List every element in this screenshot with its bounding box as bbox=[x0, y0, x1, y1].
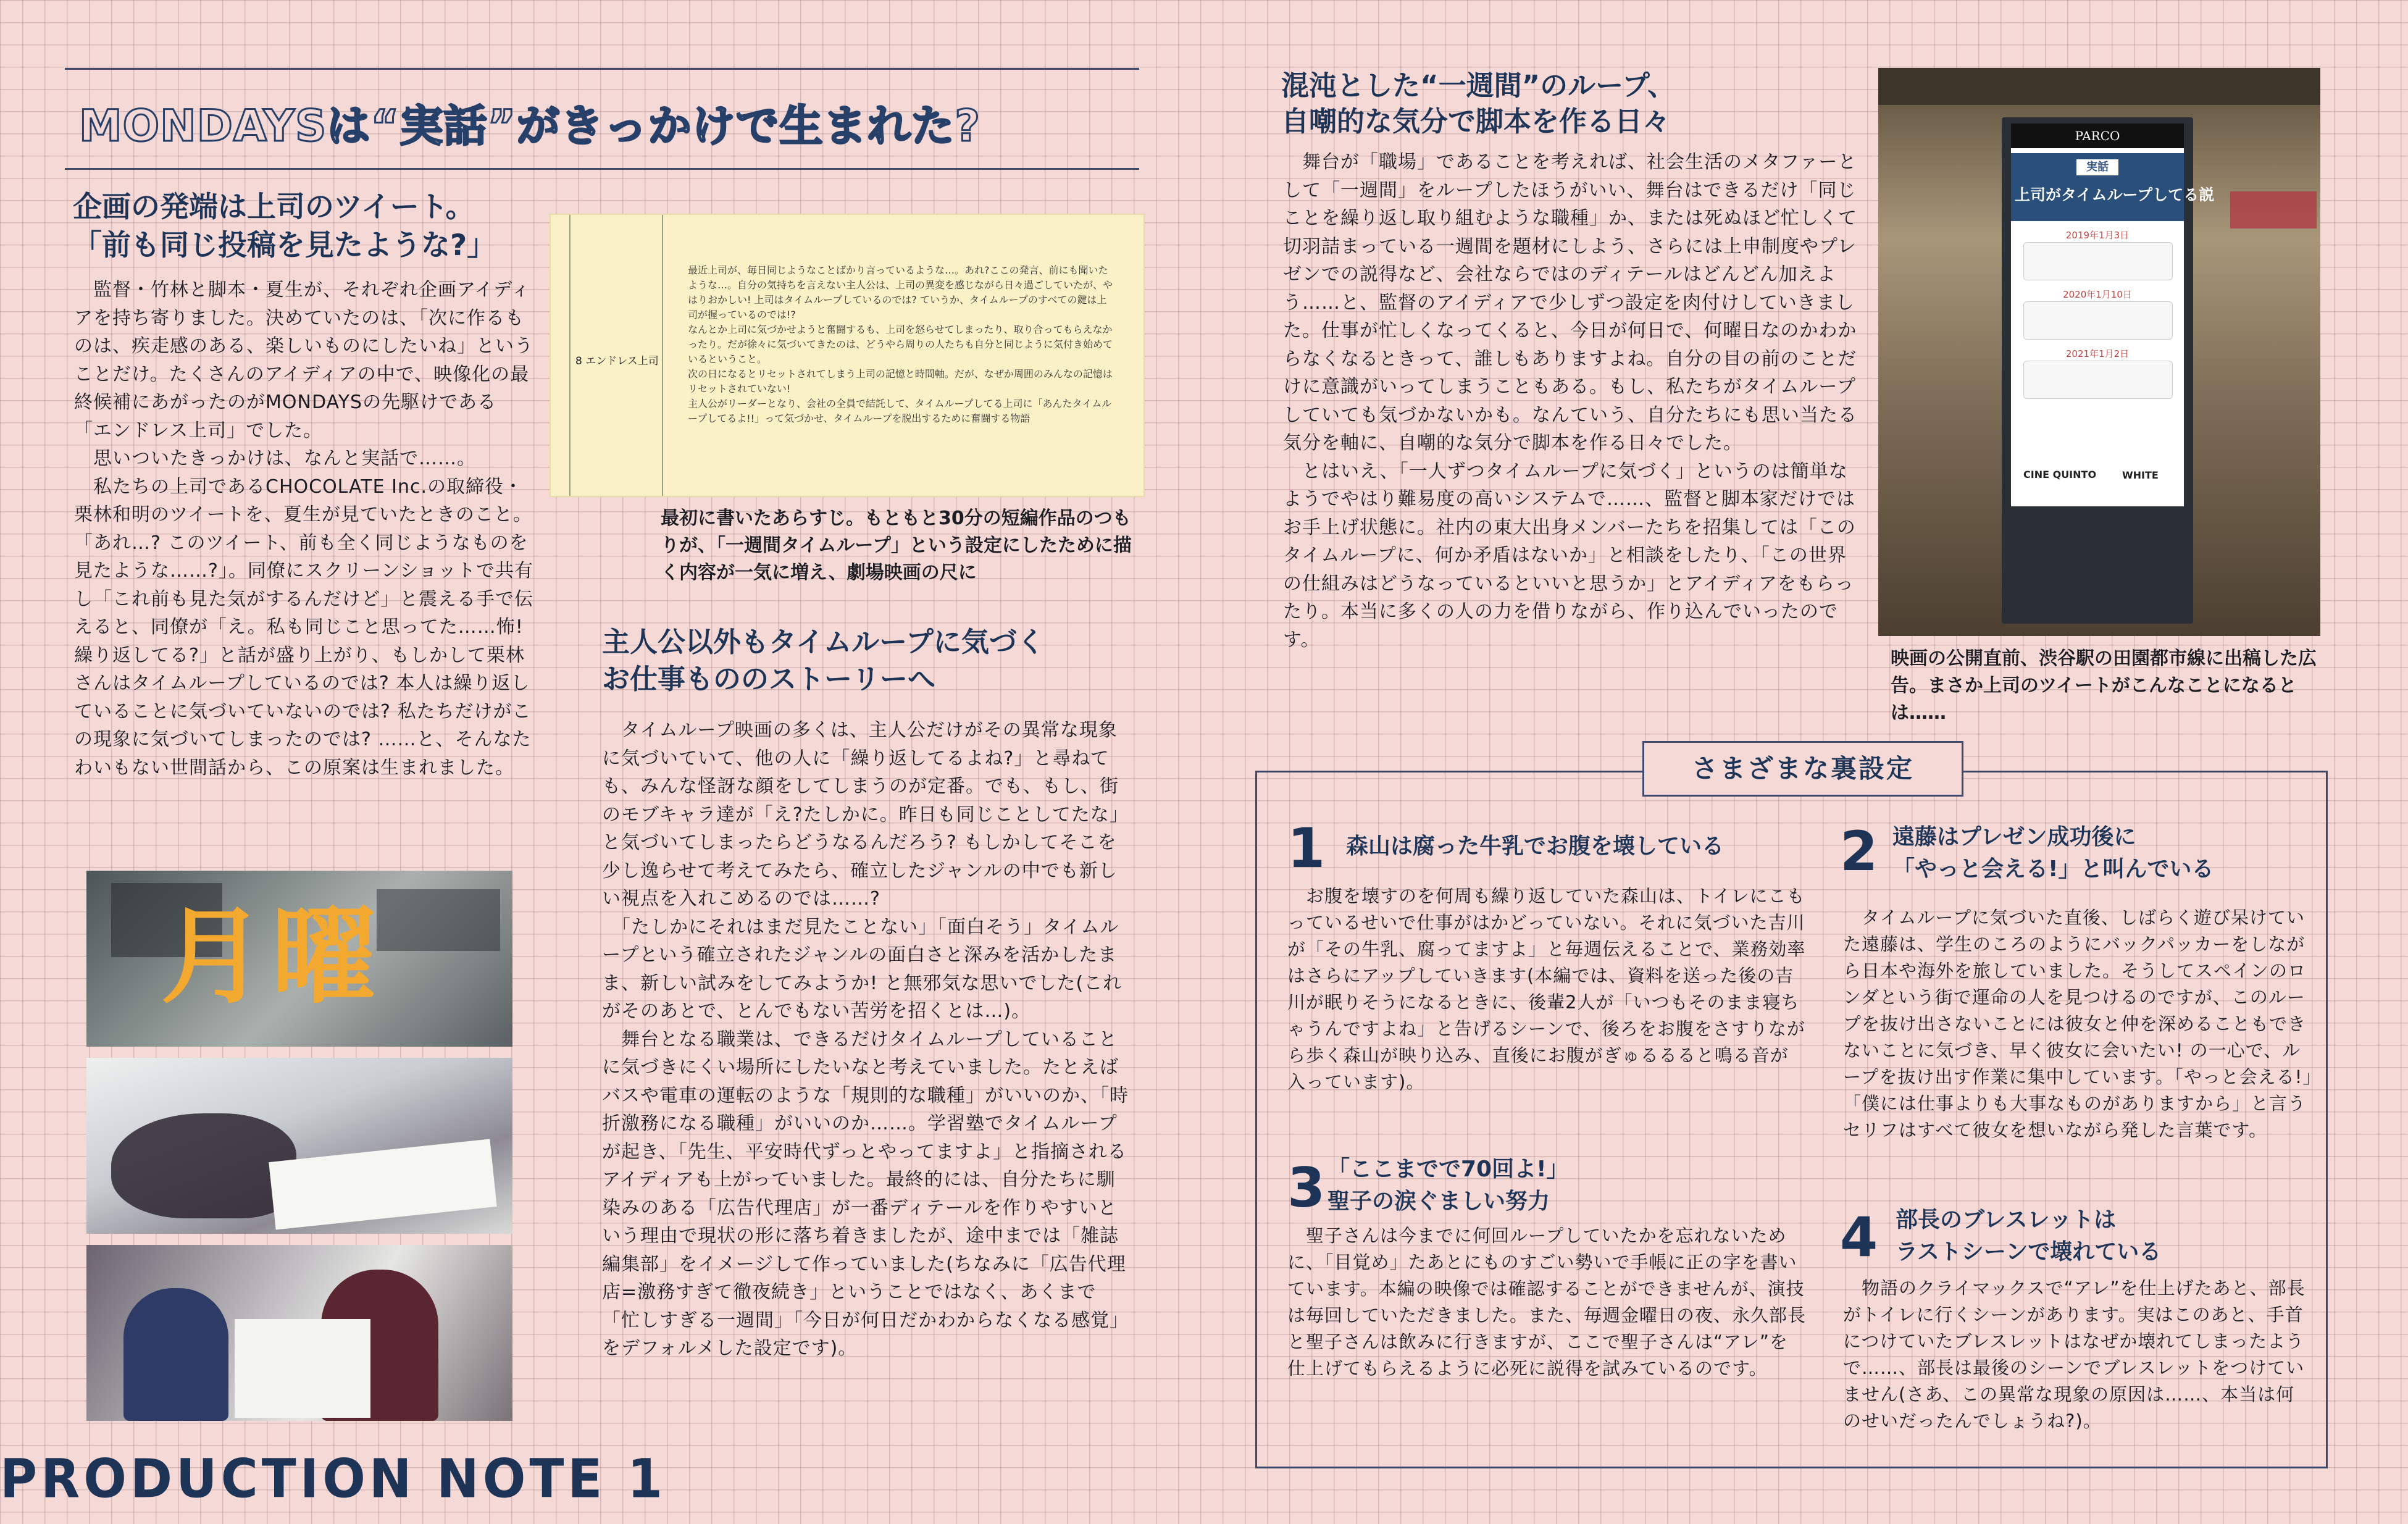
settings-title-box bbox=[1642, 741, 1963, 797]
poster-brand: PARCO bbox=[2011, 124, 2184, 148]
header-bottom-rule bbox=[65, 168, 1139, 170]
office-photo-2 bbox=[86, 1058, 512, 1234]
memo-label: 8 エンドレス上司 bbox=[575, 355, 659, 367]
poster-date: 2021年1月2日 bbox=[2065, 348, 2130, 359]
setting-number: 1 bbox=[1287, 816, 1326, 880]
section3-heading: 混沌とした“一週間”のループ、 自嘲的な気分で脚本を作る日々 bbox=[1281, 69, 1676, 138]
station-photo bbox=[1878, 68, 2320, 636]
memo-rule bbox=[662, 215, 663, 496]
setting-body: タイムループに気づいた直後、しばらく遊び呆けていた遠藤は、学生のころのようにバックパッカーをしながら日本や海外を旅していました。そうしてスペインのロンダという街で運命の人を見つけるのですが、このループを抜け出さないことには彼女と仲を深めることもできないことに気づき、早く彼女に会いたい! の一心で、ループを抜け出す作業に集中しています。「やっと会える!」「僕には仕事よりも大事なものがありますから」と言うセリフはすべて彼女を想いながら発した言葉です。 bbox=[1843, 907, 2312, 1141]
section2-body: タイムループ映画の多くは、主人公だけがその異常な現象に気づいていて、他の人に「繰り返してるよね?」と尋ねても、みんな怪訝な顔をしてしまうのが定番。でも、もし、街のモブキャラ達が「え?たしかに。昨日も同じことしてたな」と気づいてしまったらどうなるんだろう? もしかしてそこを少し逸らせて考えてみたら、確立したジャンルの中でも新しい視点を入れこめるのでは……? 「たしかにそれはまだ見たことない」「面白そう」タイムループという確立されたジャンルの面白さと深みを活かしたまま、新しい試みをしてみようか! と無邪気な思いでした(これがそのあとで、とんでもない苦労を招くとは…)。 舞台となる職業は、できるだけタイムループしていることに気づきにくい場所にしたいなと考えていました。たとえばバスや電車の運転のような「規則的な職種」がいいのか、「時折激務になる職種」がいいのか……。学習塾でタイムループが起き、「先生、平安時代ずっとやってますよ」と指摘されるアイディアも上がっていました。最終的には、自分たちに馴染みのある「広告代理店」が一番ディテールを作りやすいという理由で現状の形に落ち着きましたが、途中までは「雑誌編集部」をイメージして作っていました(ちなみに「広告代理店=激務すぎて徹夜続き」ということではなく、あくまで「忙しすぎる一週間」「今日が何日だかわからなくなる感覚」をデフォルメした設定です)。 bbox=[602, 719, 1129, 1359]
office-photo-3 bbox=[86, 1245, 512, 1421]
setting-heading: 部長のブレスレットは ラストシーンで壊れている bbox=[1896, 1207, 2162, 1265]
setting-body: お腹を壊すのを何周も繰り返していた森山は、トイレにこもっているせいで仕事がはかどっていない。それに気づいた吉川が「その牛乳、腐ってますよ」と毎週伝えることで、業務効率はさらにアップしていきます(本編では、資料を送った後の吉川が眠りそうになるときに、後輩2人が「いつもそのまま寝ちゃうんですよね」と告げるシーンで、後ろをお腹をさすりながら歩く森山が映り込み、直後にお腹がぎゅるるると鳴る音が入っています)。 bbox=[1287, 886, 1806, 1092]
background-sign bbox=[2230, 191, 2317, 228]
setting-number: 3 bbox=[1287, 1156, 1326, 1220]
section3-body: 舞台が「職場」であることを考えれば、社会生活のメタファーとして「一週間」をループしたほうがいい、舞台はできるだけ「同じことを繰り返し取り組むような職種」か、または死ぬほど忙しくて切羽詰まっている一週間を題材にしよう、さらには上申制度やプレゼンでの説得など、会社ならではのディテールはどんどん加えよう……と、監督のアイディアで少しずつ設定を肉付けしていきました。仕事が忙しくなってくると、今日が何日で、何曜日なのかわからなくなるときって、誰しもありますよね。自分の目の前のことだけに意識がいってしまうこともある。もし、私たちがタイムループしていても気づかないかも。なんていう、自分たちにも思い当たる気分を軸に、自嘲的な気分で脚本を作る日々でした。 とはいえ、「一人ずつタイムループに気づく」というのは簡単なようでやはり難易度の高いシステムで……、監督と脚本家だけではお手上げ状態に。社内の東大出身メンバーたちを招集しては「このタイムループに、何か矛盾はないか」と相談をしたり、「この世界の仕組みはどうなっているといいと思うか」とアイディアをもらったり。本当に多くの人の力を借りながら、作り込んでいったのです。 bbox=[1283, 151, 1857, 651]
poster-title: 上司がタイムループしてる説 bbox=[2015, 186, 2215, 204]
poster-tweet bbox=[2023, 301, 2173, 340]
poster-date: 2020年1月10日 bbox=[2063, 289, 2132, 300]
setting-number: 4 bbox=[1840, 1205, 1878, 1269]
poster-tag: 実話 bbox=[2076, 159, 2118, 175]
monitor-shape bbox=[377, 889, 500, 951]
setting-heading: 遠藤はプレゼン成功後に 「やっと会える!」と叫んでいる bbox=[1892, 824, 2214, 882]
memo-text: 最近上司が、毎日同じようなことばかり言っているような…。あれ?ここの発言、前にも聞いたような…。自分の気持ちを言えない主人公は、上司の異変を感じながら日々過ごしていたが、やはりおかしい! 上司はタイムループしているのでは? ていうか、タイムループのすべての鍵は上司が握っているのでは!? なんとか上司に気づかせようと奮闘するも、上司を怒らせてしまったり、取り合ってもらえなかったり。だが徐々に気づいてきたのは、どうやら周りの人たちも自分と同じように気付き始めているということ。 次の日になるとリセットされてしまう上司の記憶と時間軸。だが、なぜか周囲のみんなの記憶はリセットされていない! 主人公がリーダーとなり、会社の全員で結託して、タイムループしてる上司に「あんたタイムループしてるよ!!」って気づかせ、タイムループを脱出するために奮闘する物語 bbox=[688, 264, 1113, 424]
section2-heading: 主人公以外もタイムループに気づく お仕事もののストーリーへ bbox=[602, 626, 1045, 695]
whiteboard-shape bbox=[235, 1319, 370, 1418]
page-title: MONDAYSは“実話”がきっかけで生まれた? bbox=[79, 101, 981, 151]
office-photo-1 bbox=[86, 871, 512, 1047]
monday-kanji: 月曜 bbox=[161, 896, 383, 1018]
setting-number: 2 bbox=[1840, 819, 1878, 883]
poster-logo-cine-quinto: CINE QUINTO bbox=[2023, 469, 2097, 480]
poster-logo-white: WHITE bbox=[2122, 469, 2159, 481]
settings-title: さまざまな裏設定 bbox=[1691, 753, 1914, 784]
synopsis-memo bbox=[551, 215, 1143, 496]
person-shape bbox=[123, 1288, 228, 1421]
poster-caption: 映画の公開直前、渋谷駅の田園都市線に出稿した広告。まさか上司のツイートがこんなことになるとは…… bbox=[1891, 648, 2317, 724]
ceiling-shape bbox=[1878, 68, 2320, 105]
header-top-rule bbox=[65, 68, 1139, 70]
poster-tweet bbox=[2023, 361, 2173, 399]
production-note-label: PRODUCTION NOTE 1 bbox=[0, 1448, 666, 1510]
section1-heading: 企画の発端は上司のツイート。 「前も同じ投稿を見たような?」 bbox=[73, 190, 496, 262]
poster-panel bbox=[2011, 124, 2215, 506]
setting-body: 物語のクライマックスで“アレ”を仕上げたあと、部長がトイレに行くシーンがあります。実はこのあと、手首につけていたブレスレットはなぜか壊れてしまったようで……、部長は最後のシーンでブレスレットをつけていません(さあ、この異常な現象の原因は……、本当は何のせいだったんでしょうね?)。 bbox=[1843, 1278, 2306, 1431]
setting-heading: 「ここまでで70回よ!」 聖子の涙ぐましい努力 bbox=[1327, 1157, 1569, 1214]
memo-caption: 最初に書いたあらすじ。もともと30分の短編作品のつもりが、「一週間タイムループ」という設定にしたために描く内容が一気に増え、劇場映画の尺に bbox=[661, 508, 1132, 584]
poster-date: 2019年1月3日 bbox=[2065, 230, 2130, 241]
poster-tweet bbox=[2023, 242, 2173, 280]
paper-shape bbox=[269, 1139, 497, 1229]
memo-rule bbox=[569, 215, 571, 496]
setting-body: 聖子さんは今までに何回ループしていたかを忘れないために、「目覚め」たあとにものすごい勢いで手帳に正の字を書いています。本編の映像では確認することができませんが、演技は毎回していただきました。また、毎週金曜日の夜、永久部長と聖子さんは飲みに行きますが、ここで聖子さんは“アレ”を仕上げてもらえるように必死に説得を試みているのです。 bbox=[1287, 1225, 1807, 1379]
setting-heading: 森山は腐った牛乳でお腹を壊している bbox=[1346, 834, 1724, 859]
section1-body: 監督・竹林と脚本・夏生が、それぞれ企画アイディアを持ち寄りました。決めていたのは、「次に作るものは、疾走感のある、楽しいものにしたいね」ということだけ。たくさんのアイディアの中で、映像化の最終候補にあがったのがMONDAYSの先駆けである「エンドレス上司」でした。 思いついたきっかけは、なんと実話で……。 私たちの上司であるCHOCOLATE Inc.の取締役・栗林和明のツイートを、夏生が見ていたときのこと。「あれ…? このツイート、前も全く同じようなものを見たような……?」。同僚にスクリーンショットで共有し「これ前も見た気がするんだけど」と震える手で伝えると、同僚が「え。私も同じこと思ってた……怖! 繰り返してる?」と話が盛り上がり、もしかして栗林さんはタイムループしているのでは? 本人は繰り返していることに気づいていないのでは? 私たちだけがこの現象に気づいてしまったのでは? ……と、そんなたわいもない世間話から、この原案は生まれました。 bbox=[74, 279, 533, 779]
